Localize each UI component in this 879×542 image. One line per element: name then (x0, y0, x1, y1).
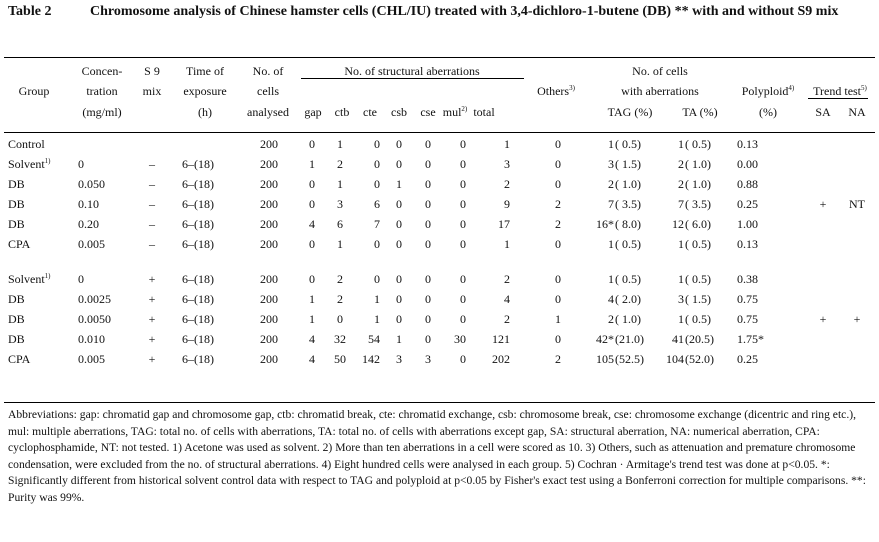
cell-polyploid: 0.38 (737, 272, 758, 286)
cell-cse: 0 (425, 272, 431, 286)
cell-concentration: 0.0025 (78, 292, 111, 306)
cell-total: 2 (504, 177, 510, 191)
cell-ta-percent: ( 0.5) (685, 272, 711, 286)
header-concentration: Concen- (81, 64, 123, 78)
cell-csb: 1 (396, 177, 402, 191)
header-trend-test: Trend test$^{5)}$ (813, 84, 867, 98)
cell-ctb: 1 (337, 137, 343, 151)
cell-mul: 0 (460, 137, 466, 151)
cell-time: 6–(18) (182, 272, 214, 286)
cell-ta: 3 (678, 292, 684, 306)
cell-ctb: 3 (337, 197, 343, 211)
header-cells-with-aberrations: with aberrations (621, 84, 699, 98)
cell-tag-percent: ( 1.0) (615, 312, 641, 326)
bottom-rule (4, 402, 875, 403)
footnote-text: Abbreviations: gap: chromatid gap and chromosome gap, ctb: chromatid break, cte: chromatid exchange, csb: chromosome break, cse: chromosome exchange (dicentric and ring etc.), mul: multiple aberrations, TAG: total no. of cells with aberrations, TA: total no. of cells with aberrations except gap, SA: structural aberration, NA: numerical aberration, CPA: cyclophosphamide, NT: not tested. 1) Acetone was used as solvent. 2) More than ten aberrations in a cell were scored as 10. 3) Others, such as attenuation and premature chromosome condensation, were excluded from the no. of structural aberrations. 4) Eight hundred cells were analysed in each group. 5) Cochran · Armitage's trend test was done at p<0.05. *: Significantly different from historical solvent control data with respect to TAG and polyploid at p<0.05 by Fisher's exact test using a Bonferroni correction for multiple comparisons. **: Purity was 99%. (8, 408, 866, 504)
cell-csb: 0 (396, 272, 402, 286)
cell-tag-percent: ( 0.5) (615, 137, 641, 151)
cell-cte: 0 (374, 177, 380, 191)
cell-cte: 0 (374, 237, 380, 251)
cell-mul: 0 (460, 237, 466, 251)
cell-tag: 42* (596, 332, 614, 346)
cell-no-of-cells: 200 (260, 197, 278, 211)
cell-group: DB (8, 292, 25, 306)
cell-ctb: 50 (334, 352, 346, 366)
cell-group: Solvent$^{1)}$ (8, 157, 51, 171)
header-cte: cte (363, 105, 377, 119)
cell-cte: 1 (374, 312, 380, 326)
header-cse: cse (420, 105, 436, 119)
cell-tag-percent: ( 1.0) (615, 177, 641, 191)
header-total: total (473, 105, 495, 119)
cell-trend-sa: + (819, 312, 827, 326)
cell-total: 9 (504, 197, 510, 211)
footnote-marker: 1) (44, 272, 51, 280)
cell-cte: 0 (374, 157, 380, 171)
cell-ctb: 0 (337, 312, 343, 326)
cell-tag: 1 (608, 272, 614, 286)
header-cells-with-aberrations: No. of cells (632, 64, 688, 78)
cell-s9-mix: – (149, 217, 155, 231)
cell-ta-percent: ( 0.5) (685, 137, 711, 151)
top-rule (4, 57, 875, 58)
footnote-marker: 1) (44, 157, 51, 165)
cell-cse: 0 (425, 157, 431, 171)
footnote-marker: 4) (788, 84, 795, 92)
footnote-marker: 2) (461, 105, 468, 113)
table-label: Table 2 (8, 4, 52, 19)
header-no-of-cells: No. of (252, 64, 284, 78)
header-structural-aberrations: No. of structural aberrations (344, 64, 480, 78)
cell-mul: 0 (460, 352, 466, 366)
cell-time: 6–(18) (182, 332, 214, 346)
cell-tag: 3 (608, 157, 614, 171)
cell-group: CPA (8, 352, 31, 366)
cell-ta: 1 (678, 312, 684, 326)
cell-no-of-cells: 200 (260, 237, 278, 251)
cell-tag-percent: ( 1.5) (615, 157, 641, 171)
cell-gap: 0 (309, 137, 315, 151)
cell-csb: 0 (396, 137, 402, 151)
cell-no-of-cells: 200 (260, 272, 278, 286)
cell-concentration: 0.0050 (78, 312, 111, 326)
header-no-of-cells: analysed (247, 105, 289, 119)
cell-polyploid: 1.75* (737, 332, 764, 346)
cell-others: 2 (555, 217, 561, 231)
header-time-of-exposure: (h) (198, 105, 212, 119)
cell-cte: 0 (374, 272, 380, 286)
cell-group: DB (8, 312, 25, 326)
cell-polyploid: 0.13 (737, 137, 758, 151)
cell-csb: 3 (396, 352, 402, 366)
cell-tag: 16* (596, 217, 614, 231)
header-rule (4, 132, 875, 133)
cell-mul: 0 (460, 217, 466, 231)
cell-cse: 0 (425, 197, 431, 211)
cell-ctb: 2 (337, 157, 343, 171)
cell-total: 2 (504, 272, 510, 286)
cell-s9-mix: + (148, 332, 156, 346)
cell-ta-percent: (52.0) (685, 352, 714, 366)
cell-gap: 1 (309, 157, 315, 171)
cell-ctb: 1 (337, 177, 343, 191)
cell-concentration: 0.10 (78, 197, 99, 211)
cell-csb: 0 (396, 197, 402, 211)
cell-ta: 1 (678, 137, 684, 151)
cell-gap: 1 (309, 292, 315, 306)
cell-total: 17 (498, 217, 510, 231)
cell-s9-mix: + (148, 272, 156, 286)
cell-group: Control (8, 137, 45, 151)
cell-csb: 0 (396, 237, 402, 251)
cell-tag: 1 (608, 237, 614, 251)
cell-others: 0 (555, 237, 561, 251)
cell-concentration: 0.005 (78, 237, 105, 251)
header-others: Others$^{3)}$ (537, 84, 575, 98)
cell-trend-sa: + (819, 197, 827, 211)
cell-polyploid: 0.13 (737, 237, 758, 251)
cell-csb: 0 (396, 157, 402, 171)
cell-ta-percent: ( 0.5) (685, 237, 711, 251)
cell-csb: 0 (396, 292, 402, 306)
cell-s9-mix: + (148, 312, 156, 326)
cell-tag: 2 (608, 312, 614, 326)
cell-cte: 54 (368, 332, 380, 346)
header-polyploid: Polyploid$^{4)}$ (741, 84, 795, 98)
cell-ctb: 1 (337, 237, 343, 251)
cell-no-of-cells: 200 (260, 137, 278, 151)
cell-mul: 0 (460, 292, 466, 306)
header-mul: mul$^{2)}$ (442, 105, 468, 119)
header-gap: gap (304, 105, 322, 119)
cell-csb: 1 (396, 332, 402, 346)
cell-others: 0 (555, 332, 561, 346)
cell-trend-na: NT (849, 197, 865, 211)
cell-s9-mix: – (149, 237, 155, 251)
header-no-of-cells: cells (257, 84, 279, 98)
cell-ta: 7 (678, 197, 684, 211)
header-group: Group (18, 84, 50, 98)
cell-concentration: 0.010 (78, 332, 105, 346)
cell-ta-percent: ( 1.0) (685, 177, 711, 191)
cell-others: 0 (555, 177, 561, 191)
cell-s9-mix: + (148, 292, 156, 306)
cell-gap: 1 (309, 312, 315, 326)
header-concentration: (mg/ml) (82, 105, 122, 119)
cell-ta: 2 (678, 157, 684, 171)
footnotes (8, 407, 874, 507)
cell-s9-mix: + (148, 352, 156, 366)
cell-polyploid: 0.00 (737, 157, 758, 171)
cell-polyploid: 1.00 (737, 217, 758, 231)
cell-tag-percent: ( 8.0) (615, 217, 641, 231)
cell-concentration: 0 (78, 272, 84, 286)
cell-concentration: 0 (78, 157, 84, 171)
cell-tag-percent: ( 2.0) (615, 292, 641, 306)
cell-total: 202 (492, 352, 510, 366)
cell-no-of-cells: 200 (260, 292, 278, 306)
cell-tag: 7 (608, 197, 614, 211)
cell-mul: 0 (460, 177, 466, 191)
cell-ctb: 32 (334, 332, 346, 346)
table-title: Chromosome analysis of Chinese hamster cells (CHL/IU) treated with 3,4-dichloro-1-butene (DB) ** with and without S9 mix (90, 4, 839, 19)
cell-ta-percent: ( 1.0) (685, 157, 711, 171)
cell-cse: 3 (425, 352, 431, 366)
cell-no-of-cells: 200 (260, 332, 278, 346)
cell-concentration: 0.050 (78, 177, 105, 191)
cell-ta-percent: ( 1.5) (685, 292, 711, 306)
cell-polyploid: 0.25 (737, 197, 758, 211)
cell-ta-percent: ( 0.5) (685, 312, 711, 326)
cell-no-of-cells: 200 (260, 157, 278, 171)
header-time-of-exposure: Time of (186, 64, 224, 78)
footnote-marker: 3) (569, 84, 575, 92)
cell-time: 6–(18) (182, 157, 214, 171)
cell-tag-percent: ( 3.5) (615, 197, 641, 211)
footnote-marker: 5) (861, 84, 867, 92)
cell-others: 0 (555, 157, 561, 171)
cell-cte: 1 (374, 292, 380, 306)
cell-group: Solvent$^{1)}$ (8, 272, 51, 286)
cell-mul: 30 (454, 332, 466, 346)
cell-cte: 6 (374, 197, 380, 211)
cell-time: 6–(18) (182, 177, 214, 191)
cell-cte: 7 (374, 217, 380, 231)
header-s9-mix: S 9 (144, 64, 160, 78)
cell-others: 0 (555, 292, 561, 306)
cell-gap: 4 (309, 217, 315, 231)
cell-total: 4 (504, 292, 510, 306)
header-na: NA (848, 105, 866, 119)
cell-cse: 0 (425, 312, 431, 326)
cell-total: 3 (504, 157, 510, 171)
header-s9-mix: mix (142, 84, 162, 98)
cell-cte: 0 (374, 137, 380, 151)
cell-time: 6–(18) (182, 197, 214, 211)
cell-total: 1 (504, 137, 510, 151)
cell-polyploid: 0.25 (737, 352, 758, 366)
cell-cse: 0 (425, 332, 431, 346)
cell-cte: 142 (362, 352, 380, 366)
cell-time: 6–(18) (182, 237, 214, 251)
cell-concentration: 0.005 (78, 352, 105, 366)
cell-no-of-cells: 200 (260, 217, 278, 231)
cell-ta-percent: ( 3.5) (685, 197, 711, 211)
cell-gap: 0 (309, 197, 315, 211)
cell-total: 1 (504, 237, 510, 251)
cell-csb: 0 (396, 312, 402, 326)
cell-group: DB (8, 332, 25, 346)
header-ta: TA (%) (682, 105, 718, 119)
cell-others: 1 (555, 312, 561, 326)
cell-time: 6–(18) (182, 292, 214, 306)
cell-total: 2 (504, 312, 510, 326)
cell-others: 0 (555, 272, 561, 286)
cell-gap: 0 (309, 272, 315, 286)
cell-tag: 4 (608, 292, 614, 306)
cell-group: DB (8, 177, 25, 191)
cell-gap: 4 (309, 332, 315, 346)
header-ctb: ctb (334, 105, 350, 119)
cell-mul: 0 (460, 312, 466, 326)
cell-mul: 0 (460, 157, 466, 171)
cell-polyploid: 0.88 (737, 177, 758, 191)
header-time-of-exposure: exposure (183, 84, 227, 98)
cell-time: 6–(18) (182, 352, 214, 366)
cell-tag-percent: (52.5) (615, 352, 644, 366)
cell-group: DB (8, 217, 25, 231)
cell-time: 6–(18) (182, 217, 214, 231)
cell-s9-mix: – (149, 177, 155, 191)
cell-mul: 0 (460, 272, 466, 286)
cell-total: 121 (492, 332, 510, 346)
structural-underline (301, 78, 524, 79)
cell-gap: 0 (309, 177, 315, 191)
cell-tag-percent: (21.0) (615, 332, 644, 346)
cell-group: CPA (8, 237, 31, 251)
cell-gap: 4 (309, 352, 315, 366)
cell-cse: 0 (425, 177, 431, 191)
cell-ta: 12 (672, 217, 684, 231)
header-concentration: tration (86, 84, 118, 98)
cell-csb: 0 (396, 217, 402, 231)
cell-tag: 2 (608, 177, 614, 191)
cell-tag: 1 (608, 137, 614, 151)
cell-others: 2 (555, 197, 561, 211)
header-csb: csb (391, 105, 407, 119)
cell-time: 6–(18) (182, 312, 214, 326)
cell-no-of-cells: 200 (260, 312, 278, 326)
header-tag: TAG (%) (607, 105, 653, 119)
cell-ta: 2 (678, 177, 684, 191)
cell-ta-percent: ( 6.0) (685, 217, 711, 231)
header-polyploid-unit: (%) (759, 105, 777, 119)
cell-tag-percent: ( 0.5) (615, 272, 641, 286)
cell-tag-percent: ( 0.5) (615, 237, 641, 251)
cell-ta-percent: (20.5) (685, 332, 714, 346)
cell-trend-na: + (853, 312, 861, 326)
cell-cse: 0 (425, 237, 431, 251)
cell-ta: 1 (678, 237, 684, 251)
cell-gap: 0 (309, 237, 315, 251)
trend-underline (808, 98, 868, 99)
cell-ta: 1 (678, 272, 684, 286)
cell-group: DB (8, 197, 25, 211)
cell-s9-mix: – (149, 157, 155, 171)
cell-concentration: 0.20 (78, 217, 99, 231)
cell-ctb: 6 (337, 217, 343, 231)
cell-ctb: 2 (337, 292, 343, 306)
cell-no-of-cells: 200 (260, 352, 278, 366)
cell-others: 0 (555, 137, 561, 151)
cell-others: 2 (555, 352, 561, 366)
cell-cse: 0 (425, 292, 431, 306)
cell-mul: 0 (460, 197, 466, 211)
cell-polyploid: 0.75 (737, 292, 758, 306)
cell-s9-mix: – (149, 197, 155, 211)
cell-cse: 0 (425, 137, 431, 151)
cell-tag: 105 (596, 352, 614, 366)
header-sa: SA (815, 105, 831, 119)
cell-cse: 0 (425, 217, 431, 231)
cell-no-of-cells: 200 (260, 177, 278, 191)
cell-ta: 41 (672, 332, 684, 346)
cell-polyploid: 0.75 (737, 312, 758, 326)
cell-ta: 104 (666, 352, 684, 366)
cell-ctb: 2 (337, 272, 343, 286)
